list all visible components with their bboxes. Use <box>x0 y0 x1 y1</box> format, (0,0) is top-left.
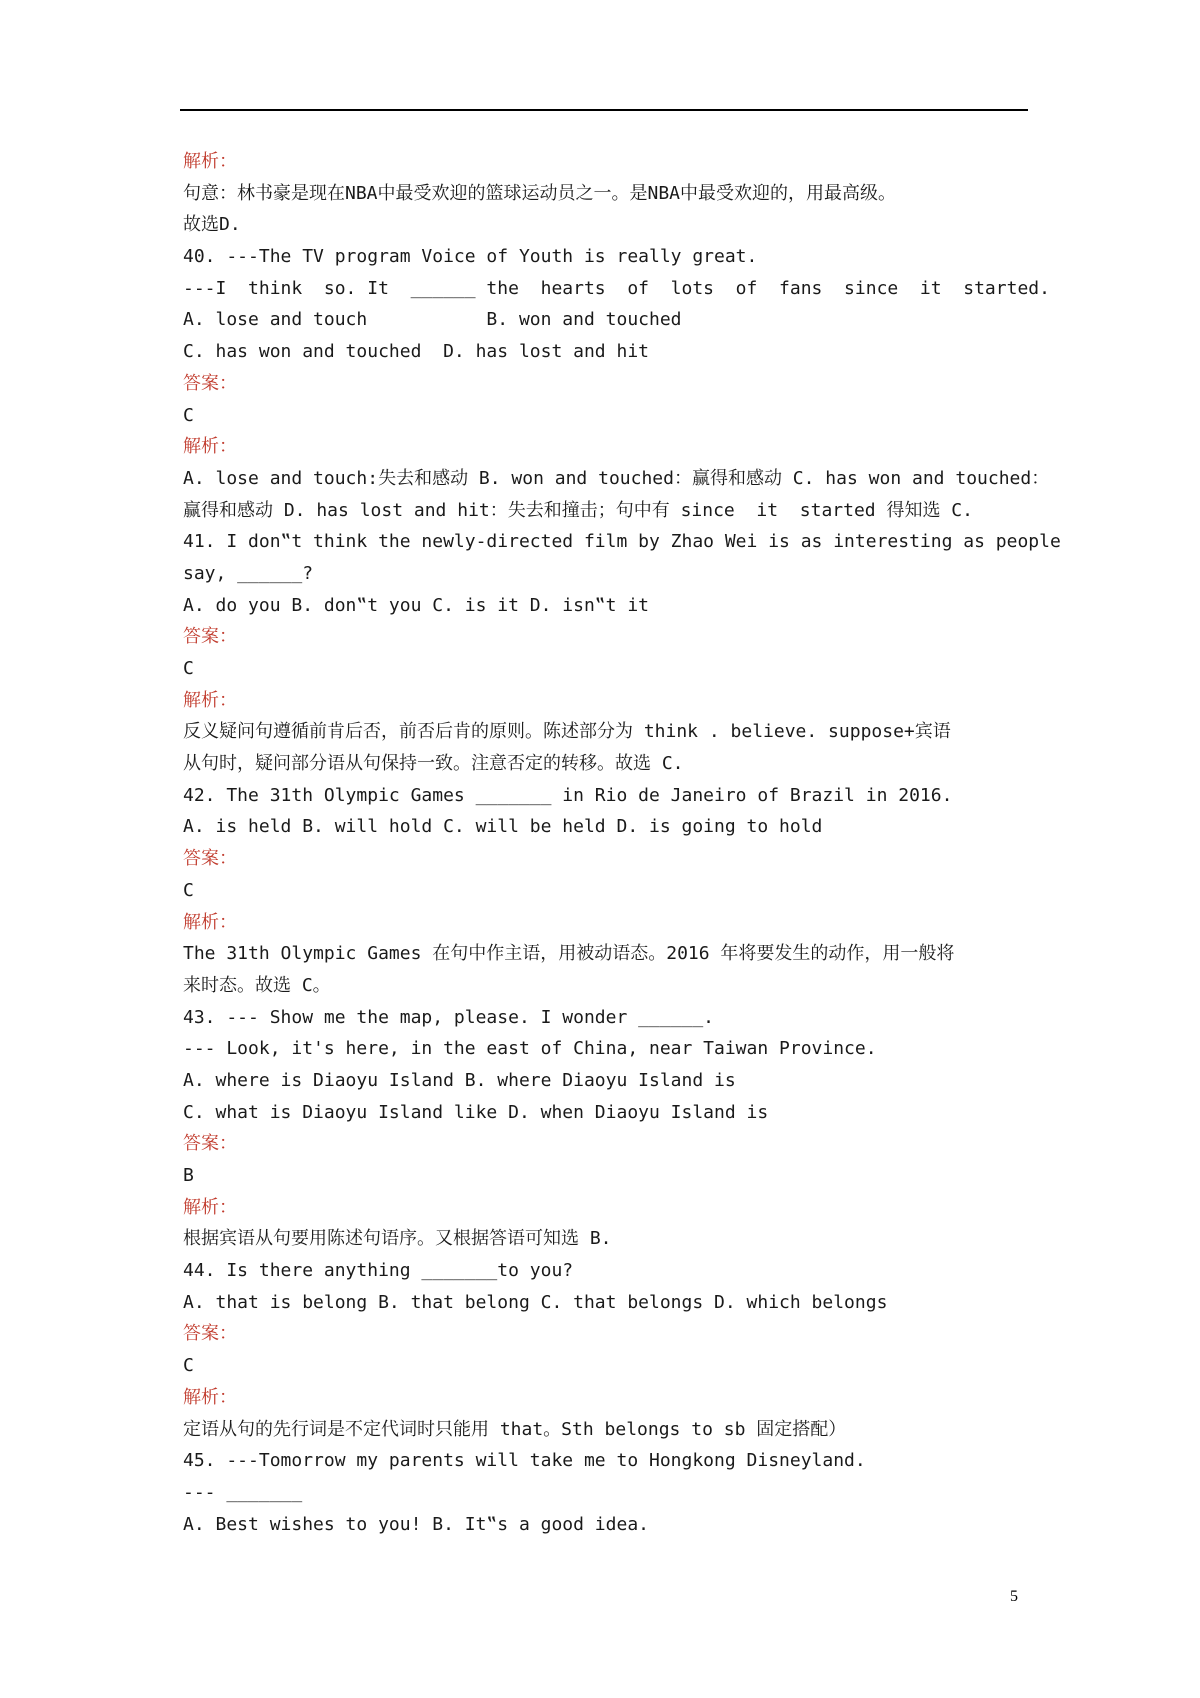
text-line: C <box>183 879 194 901</box>
text-line: A. lose and touch:失去和感动 B. won and touched：赢得和感动 C. has won and touched： <box>183 467 1050 489</box>
text-line: 从句时，疑问部分语从句保持一致。注意否定的转移。故选 C. <box>183 753 684 775</box>
text-line: 来时态。故选 C。 <box>183 974 331 996</box>
section-label: 答案： <box>183 626 237 648</box>
section-label: 解析： <box>183 689 237 711</box>
text-line: 故选D. <box>183 214 241 236</box>
text-line: C. what is Diaoyu Island like D. when Diaoyu Island is <box>183 1101 769 1123</box>
text-line: 定语从句的先行词是不定代词时只能用 that。Sth belongs to sb 固定搭配） <box>183 1418 847 1440</box>
text-line: 44. Is there anything _______to you? <box>183 1260 574 1282</box>
text-line: 40. ---The TV program Voice of Youth is really great. <box>183 246 758 268</box>
text-line: 43. --- Show me the map, please. I wonder ______. <box>183 1006 715 1028</box>
section-label: 解析： <box>183 1386 237 1408</box>
section-label: 答案： <box>183 1323 237 1345</box>
text-line: --- Look, it's here, in the east of China, near Taiwan Province. <box>183 1038 877 1060</box>
text-line: 41. I don‟t think the newly-directed film by Zhao Wei is as interesting as people <box>183 531 1061 553</box>
text-line: 42. The 31th Olympic Games _______ in Rio de Janeiro of Brazil in 2016. <box>183 784 953 806</box>
text-line: A. lose and touch B. won and touched <box>183 309 682 331</box>
header-rule <box>180 109 1028 111</box>
text-line: C <box>183 404 194 426</box>
text-line: A. Best wishes to you! B. It‟s a good idea. <box>183 1513 649 1535</box>
text-line: C. has won and touched D. has lost and hit <box>183 341 649 363</box>
text-line: 根据宾语从句要用陈述句语序。又根据答语可知选 B. <box>183 1228 612 1250</box>
text-line: C <box>183 1355 194 1377</box>
text-line: 反义疑问句遵循前肯后否，前否后肯的原则。陈述部分为 think . believe. suppose+宾语 <box>183 721 951 743</box>
page-number: 5 <box>1010 1588 1018 1605</box>
section-label: 答案： <box>183 848 237 870</box>
text-line: B <box>183 1165 194 1186</box>
section-label: 解析： <box>183 1196 237 1218</box>
text-line: A. where is Diaoyu Island B. where Diaoyu Island is <box>183 1069 736 1091</box>
text-line: --- _______ <box>183 1481 303 1503</box>
text-line: 句意：林书豪是现在NBA中最受欢迎的篮球运动员之一。是NBA中最受欢迎的，用最高级。 <box>183 182 897 204</box>
text-line: A. that is belong B. that belong C. that belongs D. which belongs <box>183 1291 888 1313</box>
text-line: C <box>183 658 194 679</box>
text-line: say, ______? <box>183 562 314 584</box>
section-label: 解析： <box>183 151 237 172</box>
section-label: 解析： <box>183 436 237 458</box>
section-label: 答案： <box>183 372 237 394</box>
text-line: A. do you B. don‟t you C. is it D. isn‟t it <box>183 594 649 616</box>
text-line: The 31th Olympic Games 在句中作主语，用被动语态。2016 年将要发生的动作，用一般将 <box>183 943 955 965</box>
text-line: 赢得和感动 D. has lost and hit：失去和撞击；句中有 since it started 得知选 C. <box>183 499 973 521</box>
section-label: 解析： <box>183 911 237 933</box>
question-content <box>183 146 1061 1540</box>
text-line: 45. ---Tomorrow my parents will take me to Hongkong Disneyland. <box>183 1450 866 1472</box>
text-line: ---I think so. It ______ the hearts of lots of fans since it started. <box>183 277 1050 299</box>
text-line: A. is held B. will hold C. will be held D. is going to hold <box>183 816 823 838</box>
section-label: 答案： <box>183 1133 237 1155</box>
